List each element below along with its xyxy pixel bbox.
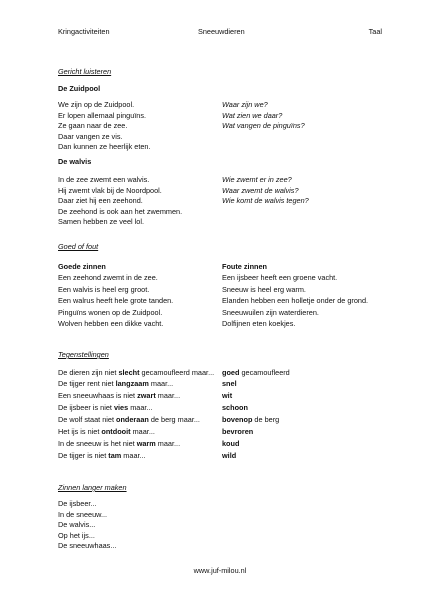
header-center: Sneeuwdieren	[198, 27, 245, 36]
sentence-starter: De ijsbeer...	[58, 499, 97, 508]
wrong-sentence: Sneeuwuilen zijn waterdieren.	[222, 307, 319, 317]
good-sentence: Pinguïns wonen op de Zuidpool.	[58, 307, 163, 317]
story-line: We zijn op de Zuidpool.	[58, 100, 135, 109]
opposite-row	[58, 415, 388, 426]
section-title-tegenstellingen: Tegenstellingen	[58, 350, 109, 359]
story-line: De zeehond is ook aan het zwemmen.	[58, 206, 183, 216]
sentence-starters	[58, 499, 116, 552]
footer-url: www.juf-milou.nl	[193, 566, 247, 575]
opposite-question: De wolf staat niet onderaan de berg maar...	[58, 415, 200, 424]
section-title-gericht: Gericht luisteren	[58, 67, 112, 76]
good-sentence: Een walrus heeft hele grote tanden.	[58, 296, 174, 306]
wrong-sentence: Elanden hebben een holletje onder de grond.	[222, 296, 369, 306]
question-line: Wat vangen de pinguïns?	[222, 121, 305, 131]
story-line: Hij zwemt vlak bij de Noordpool.	[58, 185, 162, 195]
story-line: Samen hebben ze veel lol.	[58, 217, 144, 227]
story-line: Daar ziet hij een zeehond.	[58, 196, 143, 206]
opposite-question: De ijsbeer is niet vies maar...	[58, 403, 153, 412]
sentence-starter: Op het ijs...	[58, 530, 95, 540]
opposite-question: In de sneeuw is het niet warm maar...	[58, 439, 181, 448]
good-sentence: Een walvis is heel erg groot.	[58, 284, 150, 294]
story-line: Dan kunnen ze heerlijk eten.	[58, 142, 151, 152]
opposite-row	[58, 439, 388, 450]
story-line: Er lopen allemaal pinguïns.	[58, 110, 147, 120]
opposite-row	[58, 379, 388, 390]
question-line: Wie zwemt er in zee?	[222, 175, 292, 184]
header-right: Taal	[368, 27, 382, 36]
question-line: Wie komt de walvis tegen?	[222, 196, 309, 206]
good-sentence: Een zeehond zwemt in de zee.	[58, 273, 158, 283]
opposite-answer: koud	[222, 439, 240, 448]
questions-zuidpool	[222, 100, 305, 132]
good-sentences	[58, 261, 173, 329]
opposite-row	[58, 451, 388, 462]
wrong-sentence: Sneeuw is heel erg warm.	[222, 284, 306, 294]
wrong-sentence: Dolfijnen eten koekjes.	[222, 319, 296, 329]
opposite-answer: wild	[222, 451, 237, 460]
opposite-answer: bevroren	[222, 427, 254, 436]
page-header	[58, 27, 382, 39]
story-line: Daar vangen ze vis.	[58, 131, 123, 141]
block-heading-zuidpool: De Zuidpool	[58, 84, 101, 93]
good-sentence: Wolven hebben een dikke vacht.	[58, 319, 164, 329]
opposite-answer: snel	[222, 379, 237, 388]
section-title-zinnen: Zinnen langer maken	[58, 483, 127, 492]
opposite-question: De dieren zijn niet slecht gecamoufleerd maar...	[58, 368, 215, 377]
opposite-row	[58, 427, 388, 438]
sentence-starter: De walvis...	[58, 520, 96, 530]
story-zuidpool	[58, 100, 151, 153]
opposite-question: De tijger rent niet langzaam maar...	[58, 379, 174, 388]
opposite-question: Het ijs is niet ontdooit maar...	[58, 427, 155, 436]
block-heading-walvis: De walvis	[58, 157, 92, 166]
wrong-sentences-heading: Foute zinnen	[222, 262, 267, 271]
story-line: In de zee zwemt een walvis.	[58, 175, 150, 184]
questions-walvis	[222, 175, 309, 207]
opposite-answer: wit	[222, 391, 233, 400]
opposite-answer: goed gecamoufleerd	[222, 368, 290, 377]
opposite-question: De tijger is niet tam maar...	[58, 451, 146, 460]
question-line: Wat zien we daar?	[222, 110, 283, 120]
question-line: Waar zwemt de walvis?	[222, 185, 299, 195]
story-walvis	[58, 175, 182, 228]
sentence-starter: De sneeuwhaas...	[58, 541, 117, 551]
opposite-row	[58, 403, 388, 414]
wrong-sentences	[222, 261, 368, 329]
opposite-answer: schoon	[222, 403, 248, 412]
good-sentences-heading: Goede zinnen	[58, 262, 106, 271]
header-left: Kringactiviteiten	[58, 27, 110, 36]
opposite-row	[58, 368, 388, 379]
story-line: Ze gaan naar de zee.	[58, 121, 128, 131]
question-line: Waar zijn we?	[222, 100, 268, 109]
section-title-goed-fout: Goed of fout	[58, 242, 99, 251]
opposite-row	[58, 391, 388, 402]
wrong-sentence: Een ijsbeer heeft een groene vacht.	[222, 273, 338, 283]
opposite-question: Een sneeuwhaas is niet zwart maar...	[58, 391, 181, 400]
sentence-starter: In de sneeuw...	[58, 509, 108, 519]
opposite-answer: bovenop de berg	[222, 415, 280, 424]
